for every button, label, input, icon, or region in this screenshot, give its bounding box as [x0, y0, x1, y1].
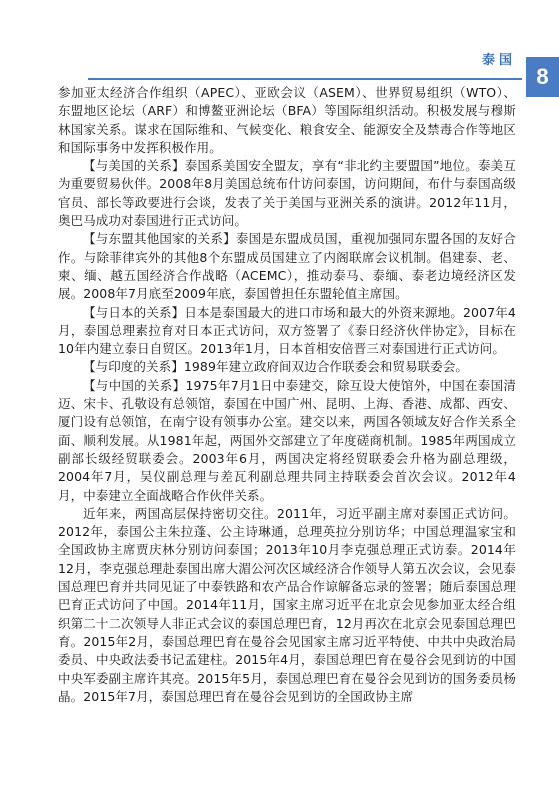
paragraph-us-relations — [58, 157, 516, 230]
page-number: 8 — [526, 57, 559, 97]
section-heading-us: 【与美国的关系】 — [83, 158, 185, 174]
paragraph-text: 1989年建立政府间双边合作联委会和贸易联委会。 — [183, 359, 469, 375]
paragraph-intl-organizations — [58, 84, 516, 157]
paragraph-text: 日本是泰国最大的进口市场和最大的外资来源地。2007年4月，泰国总理素拉育对日本正式访问，双方签署了《泰日经济伙伴协定》，目标在10年内建立泰日自贸区。2013年1月，日本首相安倍晋三对泰国进行正式访问。 — [58, 304, 516, 357]
paragraph-text: 泰国是东盟成员国，重视加强同东盟各国的友好合作。与除菲律宾外的其他8个东盟成员国建立了内阁联席会议机制。倡建泰、老、柬、缅、越五国经济合作战略（ACEMC），推动泰马、泰缅、泰老边境经济区发展。2008年7月底至2009年底，泰国曾担任东盟轮值主席国。 — [58, 231, 516, 302]
paragraph-text: 近年来，两国高层保持密切交往。2011年，习近平副主席对泰国正式访问。2012年，泰国公主朱拉蓬、公主诗琳通，总理英拉分别访华；中国总理温家宝和全国政协主席贾庆林分别访问泰国；2013年10月李克强总理正式访泰。2014年12月，李克强总理赴泰国出席大湄公河次区域经济合作领导人第五次会议，会见泰国总理巴育并共同见证了中泰铁路和农产品合作谅解备忘录的签署；随后泰国总理巴育正式访问了中国。2014年11月，国家主席习近平在北京会见参加亚太经合组织第二十二次领导人非正式会议的泰国总理巴育，12月再次在北京会见泰国总理巴育。2015年2月，泰国总理巴育在曼谷会见国家主席习近平特使、中共中央政治局委员、中央政法委书记孟建柱。2015年4月，泰国总理巴育在曼谷会见到访的中国中央军委副主席许其亮。2015年5月，泰国总理巴育在曼谷会见到访的国务委员杨晶。2015年7月，泰国总理巴育在曼谷会见到访的全国政协主席 — [58, 505, 516, 704]
section-heading-japan: 【与日本的关系】 — [83, 304, 185, 320]
paragraph-japan-relations — [58, 304, 516, 359]
section-heading-china: 【与中国的关系】 — [83, 377, 186, 393]
paragraph-india-relations — [58, 358, 516, 376]
body-text — [58, 84, 516, 706]
paragraph-text: 泰国系美国安全盟友，享有“非北约主要盟国”地位。泰美互为重要贸易伙伴。2008年8月美国总统布什访问泰国，访问期间，布什与泰国高级官员、部长等政要进行会谈，发表了关于美国与亚洲关系的演讲。2012年11月，奥巴马成功对泰国进行正式访问。 — [58, 158, 516, 229]
paragraph-china-relations — [58, 377, 516, 505]
header-rule — [88, 78, 522, 80]
running-header-country: 泰国 — [481, 53, 516, 68]
paragraph-text: 参加亚太经济合作组织（APEC）、亚欧会议（ASEM）、世界贸易组织（WTO）、东盟地区论坛（ARF）和博鳌亚洲论坛（BFA）等国际组织活动。积极发展与穆斯林国家关系。谋求在国际维和、气候变化、粮食安全、能源安全及禁毒合作等地区和国际事务中发挥积极作用。 — [58, 85, 516, 155]
paragraph-high-level-exchanges — [58, 505, 516, 706]
paragraph-asean-relations — [58, 230, 516, 303]
paragraph-text: 1975年7月1日中泰建交，除互设大使馆外，中国在泰国清迈、宋卡、孔敬设有总领馆，泰国在中国广州、昆明、上海、香港、成都、西安、厦门设有总领馆，在南宁设有领事办公室。建交以来，两国各领域友好合作关系全面、顺利发展。从1981年起，两国外交部建立了年度磋商机制。1985年两国成立副部长级经贸联委会。2003年6月，两国决定将经贸联委会升格为副总理级，2004年7月，吴仪副总理与差瓦利副总理共同主持联委会首次会议。2012年4月，中泰建立全面战略合作伙伴关系。 — [58, 377, 516, 503]
section-heading-india: 【与印度的关系】 — [83, 359, 184, 375]
section-heading-asean: 【与东盟其他国家的关系】 — [83, 231, 236, 247]
